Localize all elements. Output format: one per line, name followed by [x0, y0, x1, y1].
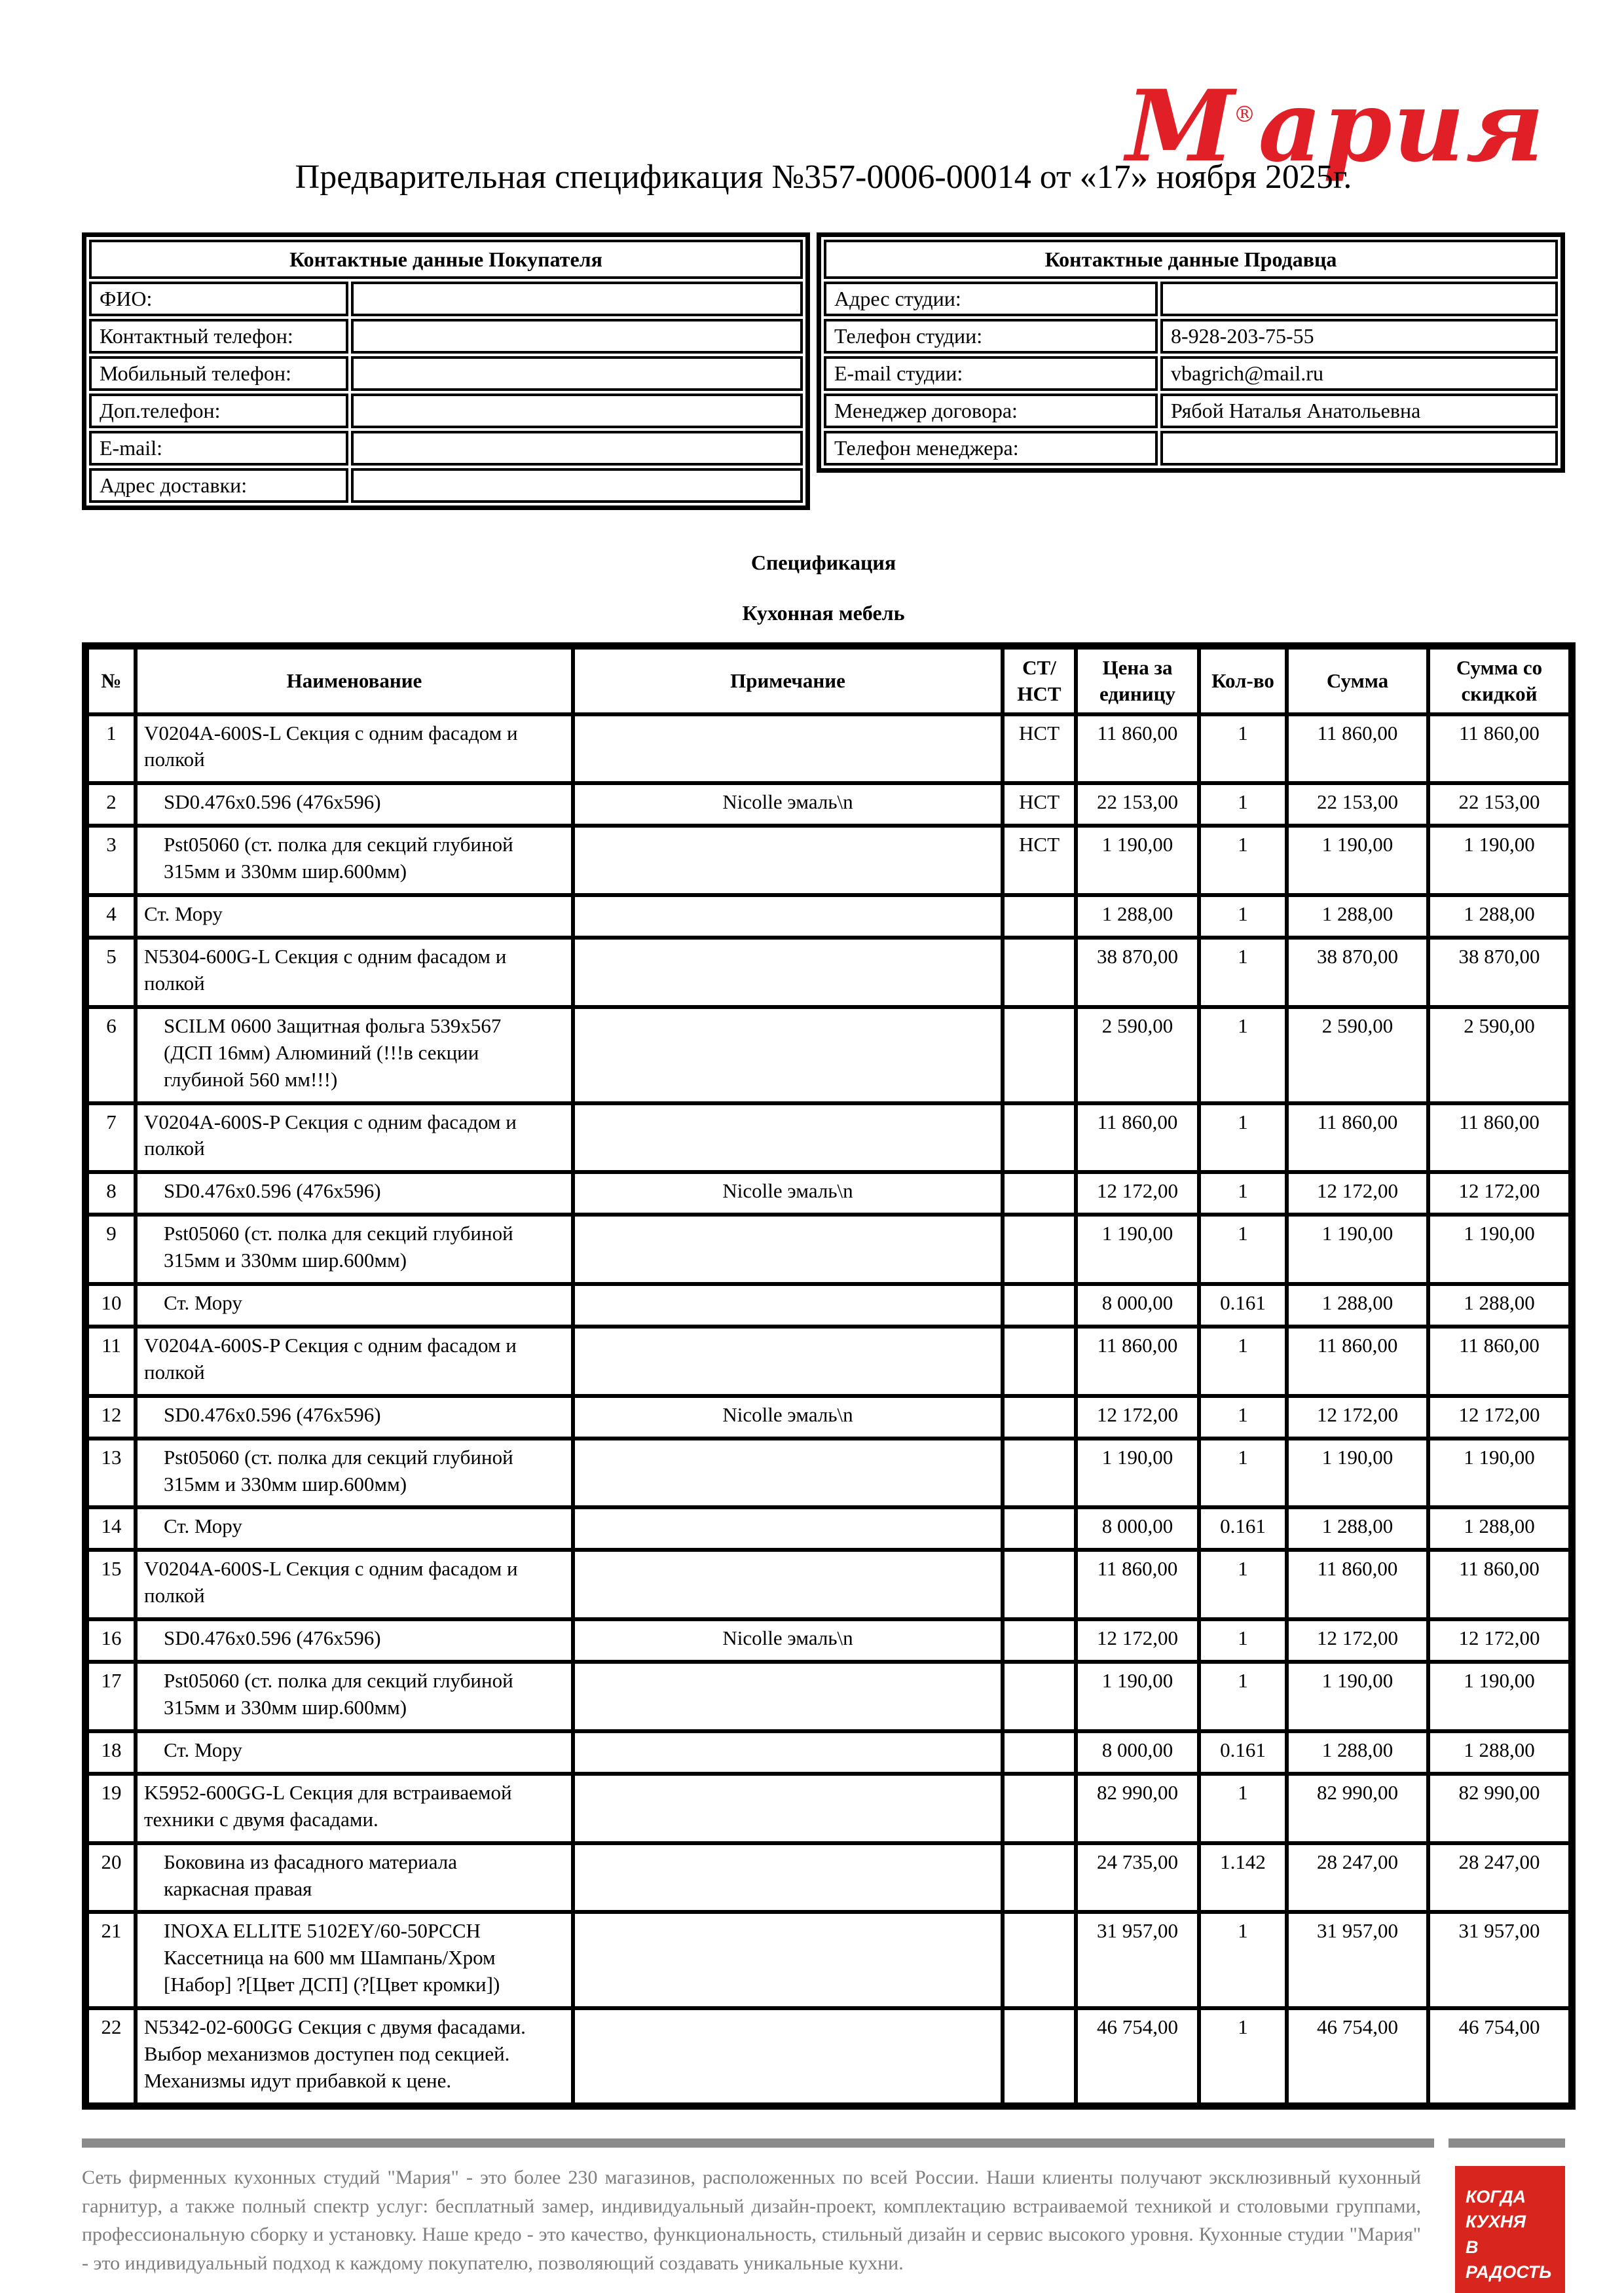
item-sum-discount: 1 190,00: [1428, 1662, 1570, 1731]
item-name: Pst05060 (ст. полка для секций глубиной 315мм и 330мм шир.600мм): [136, 1662, 573, 1731]
item-sum-discount: 1 288,00: [1428, 1507, 1570, 1550]
item-quantity: 1.142: [1199, 1843, 1287, 1913]
item-st-nst: НСТ: [1003, 714, 1076, 784]
item-name: Pst05060 (ст. полка для секций глубиной 315мм и 330мм шир.600мм): [136, 1439, 573, 1508]
item-unit-price: 11 860,00: [1076, 1327, 1199, 1396]
item-st-nst: [1003, 938, 1076, 1007]
seller-row-label: Адрес студии:: [824, 282, 1158, 316]
item-quantity: 1: [1199, 895, 1287, 938]
item-sum-discount: 1 190,00: [1428, 1439, 1570, 1508]
seller-table-header: Контактные данные Продавца: [824, 240, 1558, 279]
item-number: 19: [87, 1774, 136, 1843]
item-number: 11: [87, 1327, 136, 1396]
item-sum-discount: 1 288,00: [1428, 895, 1570, 938]
item-sum-discount: 11 860,00: [1428, 1550, 1570, 1619]
item-unit-price: 12 172,00: [1076, 1619, 1199, 1662]
item-number: 20: [87, 1843, 136, 1913]
table-row: [87, 1731, 1570, 1774]
col-header-qty: Кол-во: [1199, 648, 1287, 714]
item-name: SCILM 0600 Защитная фольга 539x567 (ДСП 16мм) Алюминий (!!!в секции глубиной 560 мм!!!): [136, 1007, 573, 1103]
item-quantity: 1: [1199, 1215, 1287, 1284]
table-row: [87, 2008, 1570, 2104]
buyer-row-value: [351, 468, 803, 503]
item-name: Ст. Мору: [136, 1507, 573, 1550]
item-sum: 11 860,00: [1287, 1103, 1428, 1173]
item-sum: 46 754,00: [1287, 2008, 1428, 2104]
seller-row: [824, 282, 1558, 316]
item-number: 18: [87, 1731, 136, 1774]
footer: [82, 2138, 1565, 2293]
item-note: [573, 1007, 1003, 1103]
item-unit-price: 1 288,00: [1076, 895, 1199, 938]
item-note: [573, 1774, 1003, 1843]
slogan-badge: [1455, 2166, 1565, 2293]
seller-row-label: Телефон менеджера:: [824, 431, 1158, 466]
buyer-row-label: ФИО:: [89, 282, 348, 316]
table-row: [87, 826, 1570, 895]
item-name: N5342-02-600GG Секция с двумя фасадами. Выбор механизмов доступен под секцией. Механизмы идут прибавкой к цене.: [136, 2008, 573, 2104]
item-st-nst: [1003, 1007, 1076, 1103]
col-header-note: Примечание: [573, 648, 1003, 714]
item-st-nst: [1003, 1172, 1076, 1215]
spec-section-title: Спецификация: [750, 551, 896, 575]
item-unit-price: 12 172,00: [1076, 1172, 1199, 1215]
buyer-row-label: E-mail:: [89, 431, 348, 466]
table-row: [87, 783, 1570, 826]
item-note: Nicolle эмаль\n: [573, 1396, 1003, 1439]
seller-row-label: Телефон студии:: [824, 319, 1158, 354]
item-name: V0204A-600S-P Секция с одним фасадом и полкой: [136, 1327, 573, 1396]
item-name: Ст. Мору: [136, 1731, 573, 1774]
item-sum-discount: 12 172,00: [1428, 1172, 1570, 1215]
item-st-nst: [1003, 1843, 1076, 1913]
item-name: Ст. Мору: [136, 895, 573, 938]
item-note: [573, 1731, 1003, 1774]
table-row: [87, 1507, 1570, 1550]
item-name: N5304-600G-L Секция с одним фасадом и полкой: [136, 938, 573, 1007]
item-note: Nicolle эмаль\n: [573, 1619, 1003, 1662]
item-sum: 12 172,00: [1287, 1172, 1428, 1215]
item-st-nst: [1003, 895, 1076, 938]
item-note: [573, 1662, 1003, 1731]
item-quantity: 1: [1199, 1396, 1287, 1439]
item-note: [573, 2008, 1003, 2104]
item-number: 22: [87, 2008, 136, 2104]
specification-table: [82, 642, 1576, 2110]
item-quantity: 1: [1199, 1007, 1287, 1103]
seller-row: [824, 394, 1558, 428]
table-row: [87, 1172, 1570, 1215]
seller-row-value: [1160, 431, 1558, 466]
item-st-nst: [1003, 1396, 1076, 1439]
item-number: 16: [87, 1619, 136, 1662]
table-row: [87, 1396, 1570, 1439]
item-number: 1: [87, 714, 136, 784]
seller-row-value: [1160, 282, 1558, 316]
item-unit-price: 8 000,00: [1076, 1507, 1199, 1550]
item-quantity: 1: [1199, 1550, 1287, 1619]
item-st-nst: [1003, 1774, 1076, 1843]
item-note: [573, 714, 1003, 784]
item-sum-discount: 11 860,00: [1428, 1103, 1570, 1173]
item-name: Ст. Мору: [136, 1284, 573, 1327]
item-quantity: 0.161: [1199, 1284, 1287, 1327]
item-note: [573, 1327, 1003, 1396]
item-unit-price: 82 990,00: [1076, 1774, 1199, 1843]
item-sum: 22 153,00: [1287, 783, 1428, 826]
item-name: Pst05060 (ст. полка для секций глубиной 315мм и 330мм шир.600мм): [136, 1215, 573, 1284]
buyer-row-label: Мобильный телефон:: [89, 356, 348, 391]
item-name: Боковина из фасадного материала каркасная правая: [136, 1843, 573, 1913]
seller-row-value: Рябой Наталья Анатольевна: [1160, 394, 1558, 428]
item-note: [573, 1912, 1003, 2008]
item-sum-discount: 1 190,00: [1428, 1215, 1570, 1284]
item-sum-discount: 1 288,00: [1428, 1284, 1570, 1327]
item-st-nst: [1003, 1439, 1076, 1508]
item-note: [573, 1103, 1003, 1173]
spec-section-subtitle: Кухонная мебель: [742, 601, 905, 625]
item-sum-discount: 22 153,00: [1428, 783, 1570, 826]
slogan-line: КОГДА: [1466, 2186, 1526, 2207]
item-quantity: 1: [1199, 1662, 1287, 1731]
item-st-nst: [1003, 1507, 1076, 1550]
logo-letter-m: М: [1126, 69, 1236, 184]
col-header-unit-price: Цена за единицу: [1076, 648, 1199, 714]
buyer-row-value: [351, 319, 803, 354]
buyer-row-value: [351, 282, 803, 316]
item-quantity: 1: [1199, 714, 1287, 784]
item-quantity: 1: [1199, 1774, 1287, 1843]
item-number: 12: [87, 1396, 136, 1439]
item-st-nst: [1003, 1103, 1076, 1173]
item-sum: 1 288,00: [1287, 1507, 1428, 1550]
item-number: 17: [87, 1662, 136, 1731]
item-quantity: 1: [1199, 1619, 1287, 1662]
item-name: V0204A-600S-P Секция с одним фасадом и полкой: [136, 1103, 573, 1173]
item-st-nst: [1003, 1284, 1076, 1327]
item-number: 7: [87, 1103, 136, 1173]
item-sum: 1 190,00: [1287, 1662, 1428, 1731]
item-sum-discount: 38 870,00: [1428, 938, 1570, 1007]
item-unit-price: 2 590,00: [1076, 1007, 1199, 1103]
item-unit-price: 46 754,00: [1076, 2008, 1199, 2104]
divider-bar-left: [82, 2138, 1434, 2148]
item-note: [573, 1439, 1003, 1508]
contact-tables: [82, 232, 1565, 510]
buyer-table-header: Контактные данные Покупателя: [89, 240, 803, 279]
item-sum: 1 288,00: [1287, 1731, 1428, 1774]
item-sum: 11 860,00: [1287, 1550, 1428, 1619]
item-note: [573, 1215, 1003, 1284]
spec-header-row: [87, 648, 1570, 714]
item-unit-price: 22 153,00: [1076, 783, 1199, 826]
item-quantity: 0.161: [1199, 1507, 1287, 1550]
item-number: 14: [87, 1507, 136, 1550]
buyer-row: [89, 356, 803, 391]
buyer-row: [89, 394, 803, 428]
buyer-row: [89, 468, 803, 503]
item-name: V0204A-600S-L Секция с одним фасадом и полкой: [136, 714, 573, 784]
item-name: SD0.476x0.596 (476x596): [136, 1172, 573, 1215]
item-quantity: 1: [1199, 938, 1287, 1007]
item-sum-discount: 2 590,00: [1428, 1007, 1570, 1103]
item-sum: 1 288,00: [1287, 895, 1428, 938]
seller-row-value: vbagrich@mail.ru: [1160, 356, 1558, 391]
item-sum-discount: 11 860,00: [1428, 1327, 1570, 1396]
seller-contact-table: [817, 232, 1565, 473]
item-quantity: 1: [1199, 826, 1287, 895]
item-note: [573, 826, 1003, 895]
item-unit-price: 11 860,00: [1076, 1550, 1199, 1619]
table-row: [87, 895, 1570, 938]
table-row: [87, 1103, 1570, 1173]
item-number: 2: [87, 783, 136, 826]
item-st-nst: [1003, 1731, 1076, 1774]
item-sum: 12 172,00: [1287, 1396, 1428, 1439]
table-row: [87, 1439, 1570, 1508]
item-quantity: 1: [1199, 1327, 1287, 1396]
buyer-row-label: Адрес доставки:: [89, 468, 348, 503]
item-sum-discount: 12 172,00: [1428, 1619, 1570, 1662]
col-header-name: Наименование: [136, 648, 573, 714]
item-unit-price: 38 870,00: [1076, 938, 1199, 1007]
item-unit-price: 8 000,00: [1076, 1284, 1199, 1327]
item-st-nst: НСТ: [1003, 783, 1076, 826]
item-note: [573, 1550, 1003, 1619]
seller-row-value: 8-928-203-75-55: [1160, 319, 1558, 354]
table-row: [87, 1912, 1570, 2008]
item-unit-price: 11 860,00: [1076, 714, 1199, 784]
item-name: SD0.476x0.596 (476x596): [136, 783, 573, 826]
item-sum: 1 190,00: [1287, 826, 1428, 895]
item-sum: 1 190,00: [1287, 1215, 1428, 1284]
item-unit-price: 1 190,00: [1076, 1439, 1199, 1508]
buyer-row: [89, 282, 803, 316]
item-sum: 82 990,00: [1287, 1774, 1428, 1843]
buyer-row-label: Доп.телефон:: [89, 394, 348, 428]
table-row: [87, 1327, 1570, 1396]
item-sum: 2 590,00: [1287, 1007, 1428, 1103]
item-st-nst: [1003, 1662, 1076, 1731]
item-sum: 1 288,00: [1287, 1284, 1428, 1327]
item-number: 21: [87, 1912, 136, 2008]
item-unit-price: 11 860,00: [1076, 1103, 1199, 1173]
item-number: 5: [87, 938, 136, 1007]
item-note: [573, 938, 1003, 1007]
item-quantity: 1: [1199, 1439, 1287, 1508]
logo-rest: ария: [1258, 69, 1545, 184]
buyer-row: [89, 431, 803, 466]
seller-row-label: E-mail студии:: [824, 356, 1158, 391]
item-sum: 11 860,00: [1287, 714, 1428, 784]
col-header-sum-discount: Сумма со скидкой: [1428, 648, 1570, 714]
table-row: [87, 1284, 1570, 1327]
item-sum-discount: 82 990,00: [1428, 1774, 1570, 1843]
item-quantity: 1: [1199, 783, 1287, 826]
company-description: Сеть фирменных кухонных студий "Мария" - это более 230 магазинов, расположенных по всей России. Наши клиенты получают эксклюзивный кухонный гарнитур, а также полный спектр услуг: бесплатный замер, индивидуальный дизайн-проект, комплектацию встраиваемой техникой и столовыми группами, профессиональную сборку и установку. Наше кредо - это качество, функциональность, стильный дизайн и сервис высокого уровня. Кухонные студии "Мария" - это индивидуальный подход к каждому покупателю, позволяющий создавать уникальные кухни.: [82, 2166, 1421, 2275]
item-name: K5952-600GG-L Секция для встраиваемой техники с двумя фасадами.: [136, 1774, 573, 1843]
item-quantity: 1: [1199, 1912, 1287, 2008]
item-number: 15: [87, 1550, 136, 1619]
item-sum: 12 172,00: [1287, 1619, 1428, 1662]
item-number: 9: [87, 1215, 136, 1284]
item-number: 8: [87, 1172, 136, 1215]
item-sum-discount: 46 754,00: [1428, 2008, 1570, 2104]
col-header-number: №: [87, 648, 136, 714]
col-header-sum: Сумма: [1287, 648, 1428, 714]
table-row: [87, 1774, 1570, 1843]
table-row: [87, 714, 1570, 784]
item-quantity: 1: [1199, 1172, 1287, 1215]
table-row: [87, 1007, 1570, 1103]
buyer-row-value: [351, 431, 803, 466]
item-unit-price: 31 957,00: [1076, 1912, 1199, 2008]
item-unit-price: 1 190,00: [1076, 1662, 1199, 1731]
item-number: 13: [87, 1439, 136, 1508]
item-unit-price: 1 190,00: [1076, 1215, 1199, 1284]
col-header-st-nst: СТ/НСТ: [1003, 648, 1076, 714]
item-note: [573, 1843, 1003, 1913]
item-st-nst: [1003, 2008, 1076, 2104]
item-sum-discount: 28 247,00: [1428, 1843, 1570, 1913]
item-sum: 11 860,00: [1287, 1327, 1428, 1396]
item-number: 6: [87, 1007, 136, 1103]
item-sum: 28 247,00: [1287, 1843, 1428, 1913]
item-unit-price: 8 000,00: [1076, 1731, 1199, 1774]
item-quantity: 1: [1199, 1103, 1287, 1173]
item-sum: 31 957,00: [1287, 1912, 1428, 2008]
registered-trademark-icon: ®: [1233, 101, 1256, 128]
table-row: [87, 1550, 1570, 1619]
slogan-line: В РАДОСТЬ: [1466, 2237, 1552, 2282]
item-st-nst: [1003, 1550, 1076, 1619]
item-unit-price: 24 735,00: [1076, 1843, 1199, 1913]
item-st-nst: [1003, 1912, 1076, 2008]
item-sum-discount: 12 172,00: [1428, 1396, 1570, 1439]
item-quantity: 0.161: [1199, 1731, 1287, 1774]
item-st-nst: [1003, 1327, 1076, 1396]
item-note: Nicolle эмаль\n: [573, 783, 1003, 826]
item-number: 3: [87, 826, 136, 895]
buyer-row: [89, 319, 803, 354]
document-title: Предварительная спецификация №357-0006-00014 от «17» ноября 2025г.: [295, 158, 1352, 196]
item-sum-discount: 31 957,00: [1428, 1912, 1570, 2008]
seller-row: [824, 431, 1558, 466]
seller-row-label: Менеджер договора:: [824, 394, 1158, 428]
item-name: V0204A-600S-L Секция с одним фасадом и полкой: [136, 1550, 573, 1619]
slogan-line: КУХНЯ: [1466, 2212, 1526, 2232]
buyer-row-value: [351, 394, 803, 428]
item-note: [573, 1284, 1003, 1327]
footer-divider: [82, 2138, 1565, 2148]
buyer-row-value: [351, 356, 803, 391]
item-sum-discount: 1 190,00: [1428, 826, 1570, 895]
item-unit-price: 1 190,00: [1076, 826, 1199, 895]
item-sum: 38 870,00: [1287, 938, 1428, 1007]
table-row: [87, 1215, 1570, 1284]
buyer-contact-table: [82, 232, 810, 510]
item-note: Nicolle эмаль\n: [573, 1172, 1003, 1215]
buyer-row-label: Контактный телефон:: [89, 319, 348, 354]
item-sum: 1 190,00: [1287, 1439, 1428, 1508]
item-sum-discount: 1 288,00: [1428, 1731, 1570, 1774]
item-note: [573, 1507, 1003, 1550]
item-name: Pst05060 (ст. полка для секций глубиной 315мм и 330мм шир.600мм): [136, 826, 573, 895]
seller-row: [824, 356, 1558, 391]
item-st-nst: [1003, 1619, 1076, 1662]
table-row: [87, 1662, 1570, 1731]
item-st-nst: НСТ: [1003, 826, 1076, 895]
item-sum-discount: 11 860,00: [1428, 714, 1570, 784]
divider-bar-right: [1449, 2138, 1565, 2148]
table-row: [87, 1619, 1570, 1662]
item-quantity: 1: [1199, 2008, 1287, 2104]
item-st-nst: [1003, 1215, 1076, 1284]
table-row: [87, 938, 1570, 1007]
table-row: [87, 1843, 1570, 1913]
item-name: SD0.476x0.596 (476x596): [136, 1619, 573, 1662]
seller-row: [824, 319, 1558, 354]
item-note: [573, 895, 1003, 938]
item-number: 4: [87, 895, 136, 938]
item-name: SD0.476x0.596 (476x596): [136, 1396, 573, 1439]
item-unit-price: 12 172,00: [1076, 1396, 1199, 1439]
item-name: INOXA ELLITE 5102EY/60-50PCCH Кассетница на 600 мм Шампань/Хром [Набор] ?[Цвет ДСП] (?[Цвет кромки]): [136, 1912, 573, 2008]
item-number: 10: [87, 1284, 136, 1327]
